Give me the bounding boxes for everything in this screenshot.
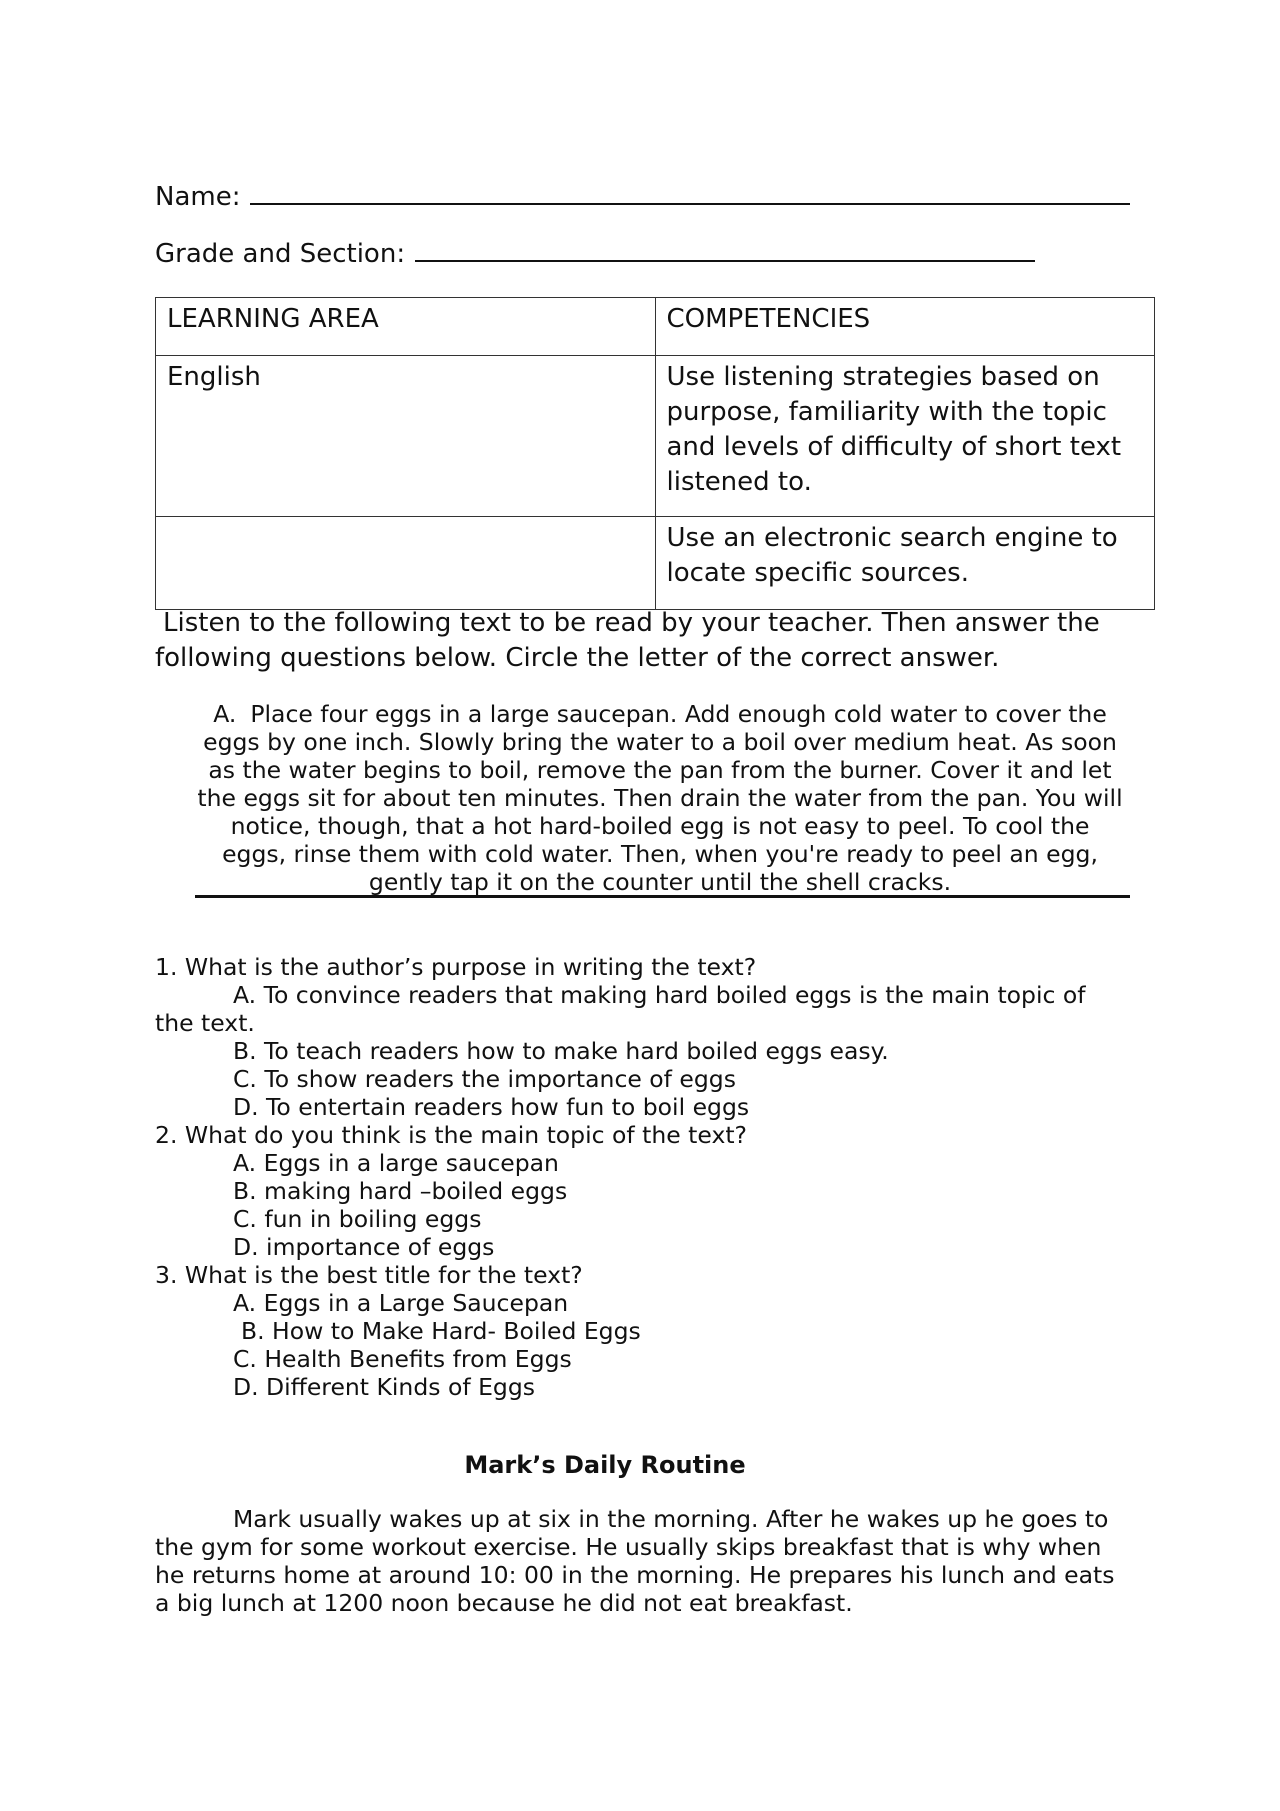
question-3-option-a[interactable]: A. Eggs in a Large Saucepan [233, 1289, 569, 1317]
question-3-option-c[interactable]: C. Health Benefits from Eggs [233, 1345, 572, 1373]
question-3-option-b[interactable]: B. How to Make Hard- Boiled Eggs [241, 1317, 641, 1345]
question-2-option-b[interactable]: B. making hard –boiled eggs [233, 1177, 568, 1205]
grade-section-label: Grade and Section: [155, 239, 406, 269]
passage-divider [195, 895, 1130, 898]
passage-label: A. [213, 700, 237, 728]
name-blank-line[interactable] [250, 202, 1130, 205]
learning-area-cell: English [156, 356, 656, 517]
question-3-option-d[interactable]: D. Different Kinds of Eggs [233, 1373, 536, 1401]
instructions-text: Listen to the following text to be read by your teacher. Then answer the following questions below. Circle the letter of the correct answer. [155, 608, 1100, 673]
reading-passage [195, 700, 1125, 896]
grade-section-blank-line[interactable] [415, 259, 1035, 262]
question-2-option-a[interactable]: A. Eggs in a large saucepan [233, 1149, 559, 1177]
name-field [155, 182, 1130, 212]
question-1: 1. What is the author’s purpose in writing the text? [155, 953, 757, 981]
table-row [156, 356, 1155, 517]
question-2: 2. What do you think is the main topic of the text? [155, 1121, 748, 1149]
competency-cell: Use listening strategies based on purpose, familiarity with the topic and levels of difficulty of short text listened to. [655, 356, 1155, 517]
passage-text: Place four eggs in a large saucepan. Add enough cold water to cover the eggs by one inch. Slowly bring the water to a boil over medium heat. As soon as the water begins to boil, remove the pan from the burner. Cover it and let the eggs sit for about ten minutes. Then drain the water from the pan. You will notice, though, that a hot hard-boiled egg is not easy to peel. To cool the eggs, rinse them with cold water. Then, when you're ready to peel an egg, gently tap it on the counter until the shell cracks. [197, 700, 1123, 896]
question-2-option-c[interactable]: C. fun in boiling eggs [233, 1205, 482, 1233]
question-1-option-c[interactable]: C. To show readers the importance of eggs [233, 1065, 736, 1093]
question-2-option-d[interactable]: D. importance of eggs [233, 1233, 495, 1261]
table-row [156, 517, 1155, 610]
competencies-table [155, 297, 1155, 610]
instructions [155, 606, 1115, 676]
competencies-header: COMPETENCIES [655, 298, 1155, 356]
question-3: 3. What is the best title for the text? [155, 1261, 583, 1289]
competency-cell: Use an electronic search engine to locate specific sources. [655, 517, 1155, 610]
name-label: Name: [155, 182, 241, 212]
question-1-option-d[interactable]: D. To entertain readers how fun to boil eggs [233, 1093, 750, 1121]
questions-list [155, 953, 1115, 1401]
story-body [155, 1505, 1115, 1617]
grade-section-field [155, 239, 1035, 269]
table-header-row [156, 298, 1155, 356]
learning-area-header: LEARNING AREA [156, 298, 656, 356]
story-paragraph: Mark usually wakes up at six in the morning. After he wakes up he goes to the gym for some workout exercise. He usually skips breakfast that is why when he returns home at around 10: 00 in the morning. He prepares his lunch and eats a big lunch at 1200 noon because he did not eat breakfast. [155, 1505, 1115, 1617]
question-1-option-a[interactable]: A. To convince readers that making hard boiled eggs is the main topic of the text. [155, 981, 1086, 1037]
learning-area-cell [156, 517, 656, 610]
story-title: Mark’s Daily Routine [464, 1451, 746, 1479]
question-1-option-b[interactable]: B. To teach readers how to make hard boiled eggs easy. [233, 1037, 889, 1065]
